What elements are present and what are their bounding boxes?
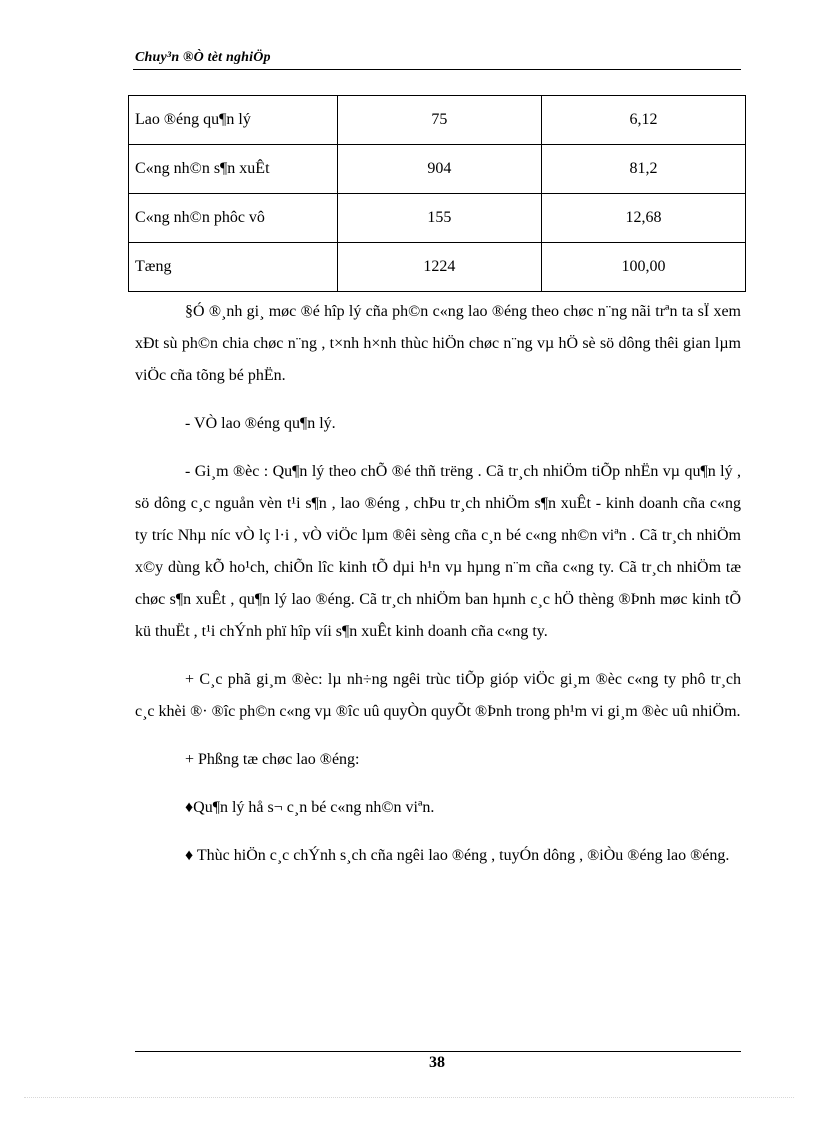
row-percent: 12,68 (541, 194, 745, 243)
row-count: 155 (337, 194, 541, 243)
row-count: 904 (337, 145, 541, 194)
header-rule (133, 69, 741, 70)
row-label: C«ng nh©n s¶n xuÊt (129, 145, 338, 194)
row-percent: 6,12 (541, 96, 745, 145)
table-row (129, 194, 746, 243)
paragraph-hr-duty-policies: ♦ Thùc hiÖn c¸c chÝnh s¸ch cña ngêi lao ®éng , tuyÓn dông , ®iÒu ®éng lao ®éng. (185, 847, 730, 864)
row-label: Tæng (129, 243, 338, 292)
labor-table (128, 95, 746, 292)
footer-rule (135, 1051, 741, 1052)
table-row (129, 96, 746, 145)
row-percent: 100,00 (541, 243, 745, 292)
row-label: C«ng nh©n phôc vô (129, 194, 338, 243)
paragraph-deputy-directors: + C¸c phã gi¸m ®èc: lµ nh÷ng ngêi trùc tiÕp gióp viÖc gi¸m ®èc c«ng ty phô tr¸ch c¸c khèi ®· ®îc ph©n c«ng vµ ®îc uû quyÒn quyÕt ®Þnh trong ph¹m vi gi¸m ®èc uû nhiÖm. (135, 671, 741, 720)
paragraph-management-heading: - VÒ lao ®éng qu¶n lý. (185, 415, 336, 432)
page-number: 38 (429, 1054, 445, 1071)
page-edge-dotted-line (24, 1097, 794, 1098)
running-header: Chuy³n ®Ò tèt nghiÖp (135, 50, 271, 65)
body-text (135, 296, 741, 872)
paragraph-hr-department: + Phßng tæ chøc lao ®éng: (185, 751, 360, 768)
paragraph-director: - Gi¸m ®èc : Qu¶n lý theo chÕ ®é thñ trëng . Cã tr¸ch nhiÖm tiÕp nhËn vµ qu¶n lý , sö dông c¸c nguån vèn t¹i s¶n , lao ®éng , chÞu tr¸ch nhiÖm s¶n xuÊt - kinh doanh cña c«ng ty tríc Nhµ níc vÒ lç l·i , vÒ viÖc lµm ®êi sèng cña c¸n bé c«ng nh©n viªn . Cã tr¸ch nhiÖm x©y dùng kÕ ho¹ch, chiÕn lîc kinh tÕ dµi h¹n vµ hµng n¨m cña c«ng ty. Cã tr¸ch nhiÖm tæ chøc s¶n xuÊt , qu¶n lý lao ®éng. Cã tr¸ch nhiÖm ban hµnh c¸c hÖ thèng ®Þnh møc kinh tÕ kü thuËt , t¹i chÝnh phï hîp víi s¶n xuÊt kinh doanh cña c«ng ty. (135, 463, 741, 640)
paragraph-intro: §Ó ®¸nh gi¸ møc ®é hîp lý cña ph©n c«ng lao ®éng theo chøc n¨ng nãi trªn ta sÏ xem xÐt sù ph©n chia chøc n¨ng , t×nh h×nh thùc hiÖn chøc n¨ng vµ hÖ sè sö dông thêi gian lµm viÖc cña tõng bé phËn. (135, 303, 741, 384)
row-count: 1224 (337, 243, 541, 292)
row-percent: 81,2 (541, 145, 745, 194)
row-count: 75 (337, 96, 541, 145)
paragraph-hr-duty-records: ♦Qu¶n lý hå s¬ c¸n bé c«ng nh©n viªn. (185, 799, 435, 816)
row-label: Lao ®éng qu¶n lý (129, 96, 338, 145)
table-row (129, 145, 746, 194)
table-row-total (129, 243, 746, 292)
